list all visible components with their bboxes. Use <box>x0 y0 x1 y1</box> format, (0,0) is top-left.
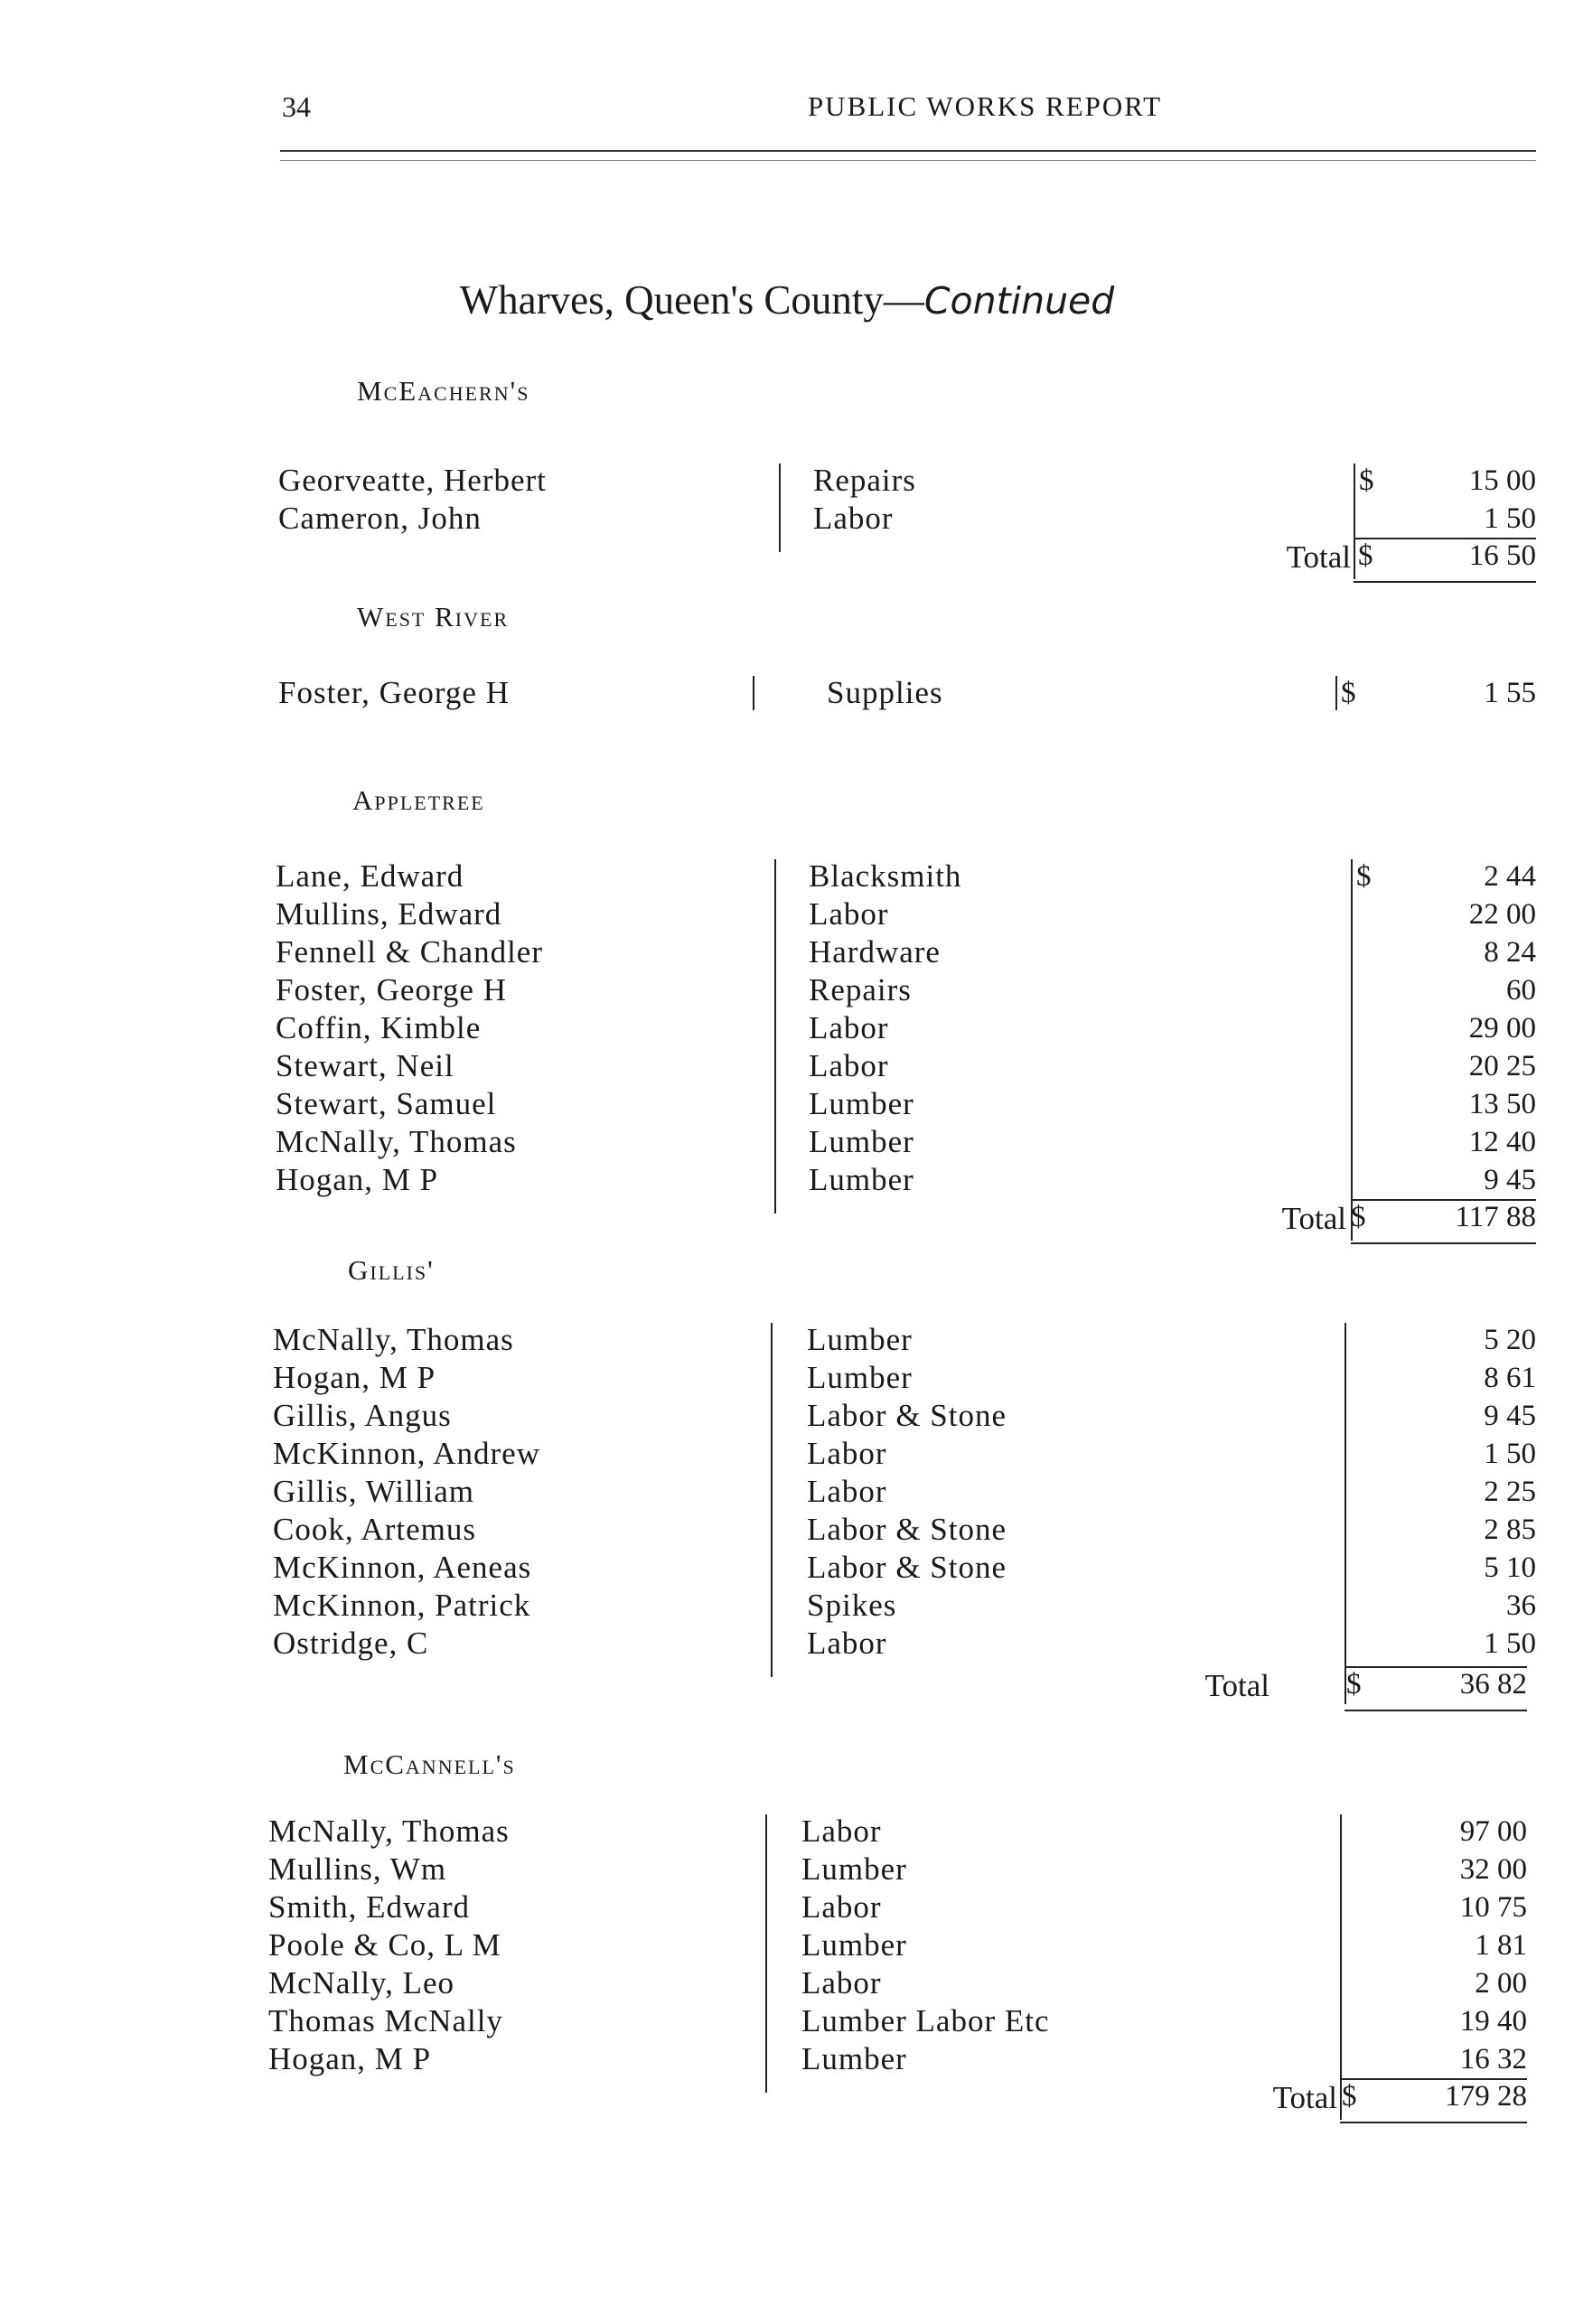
expense-item: Lumber Labor Etc <box>801 2003 1050 2038</box>
payee-name: Foster, George H <box>278 675 510 710</box>
title-main: Wharves, Queen's County— <box>459 277 924 323</box>
table-row <box>0 1813 1574 1851</box>
amount: 13 50 <box>1468 1088 1536 1120</box>
table-row <box>0 462 1574 500</box>
expense-item: Labor <box>801 1889 882 1925</box>
amount: 32 00 <box>1459 1853 1527 1886</box>
payee-name: McNally, Thomas <box>273 1322 514 1357</box>
amount: 15 00 <box>1468 464 1536 497</box>
expense-item: Lumber <box>801 1927 907 1963</box>
payee-name: Stewart, Samuel <box>276 1086 497 1121</box>
expense-item: Labor <box>807 1626 887 1661</box>
table-row <box>0 1161 1574 1199</box>
section-heading: McEachern's <box>357 375 530 407</box>
payee-name: McKinnon, Aeneas <box>273 1550 532 1585</box>
expense-item: Labor <box>807 1474 887 1509</box>
table-row <box>0 1549 1574 1587</box>
total-amount: 36 82 <box>1459 1668 1527 1701</box>
amount: 2 44 <box>1484 860 1536 893</box>
amount: 12 40 <box>1468 1126 1536 1158</box>
payee-name: Stewart, Neil <box>276 1048 454 1083</box>
table-row <box>0 1888 1574 1926</box>
title-continued: Continued <box>923 279 1115 323</box>
payee-name: Foster, George H <box>276 972 507 1007</box>
payee-name: Hogan, M P <box>268 2041 432 2076</box>
amount: 1 50 <box>1484 1438 1536 1470</box>
total-label: Total <box>1286 539 1351 575</box>
section-heading: Appletree <box>352 784 485 816</box>
amount: 19 40 <box>1459 2005 1527 2038</box>
expense-item: Labor & Stone <box>807 1512 1007 1547</box>
dollar-sign: $ <box>1359 464 1374 497</box>
amount: 1 50 <box>1484 502 1536 535</box>
section-heading: Gillis' <box>348 1254 435 1286</box>
section-heading: McCannell's <box>343 1748 516 1780</box>
amount: 29 00 <box>1468 1012 1536 1045</box>
expense-item: Lumber <box>809 1124 914 1159</box>
table-row <box>0 2002 1574 2040</box>
payee-name: Fennell & Chandler <box>276 934 544 970</box>
dollar-sign: $ <box>1356 860 1372 893</box>
amount: 60 <box>1506 974 1536 1007</box>
page-number: 34 <box>282 90 311 123</box>
total-rule <box>1351 1242 1536 1244</box>
table-row <box>0 1321 1574 1359</box>
amount: 2 00 <box>1475 1967 1527 2000</box>
expense-item: Lumber <box>809 1162 914 1197</box>
payee-name: Ostridge, C <box>273 1626 429 1661</box>
table-row <box>0 1473 1574 1511</box>
total-rule <box>1354 581 1536 583</box>
amount: 5 10 <box>1484 1551 1536 1584</box>
amount: 97 00 <box>1459 1815 1527 1848</box>
table-row <box>0 1587 1574 1625</box>
table-row <box>0 933 1574 971</box>
header-rule <box>280 150 1536 152</box>
table-row <box>0 1926 1574 1964</box>
amount: 10 75 <box>1459 1891 1527 1924</box>
expense-item: Labor <box>809 1048 889 1083</box>
total-rule <box>1344 1710 1527 1711</box>
payee-name: Smith, Edward <box>268 1889 470 1925</box>
amount: 1 50 <box>1484 1627 1536 1660</box>
total-rule <box>1340 2122 1527 2123</box>
total-amount: 117 88 <box>1455 1201 1536 1233</box>
payee-name: Mullins, Wm <box>268 1851 447 1887</box>
payee-name: Gillis, William <box>273 1474 474 1509</box>
amount: 8 61 <box>1484 1362 1536 1394</box>
expense-item: Labor & Stone <box>807 1550 1007 1585</box>
expense-item: Hardware <box>809 934 941 970</box>
payee-name: Hogan, M P <box>276 1162 439 1197</box>
amount: 1 81 <box>1475 1929 1527 1962</box>
expense-item: Lumber <box>801 2041 907 2076</box>
total-label: Total <box>1281 1201 1346 1236</box>
running-head: PUBLIC WORKS REPORT <box>807 90 1163 122</box>
amount: 9 45 <box>1484 1164 1536 1196</box>
total-amount: 179 28 <box>1445 2080 1527 2113</box>
payee-name: Gillis, Angus <box>273 1398 452 1433</box>
dollar-sign: $ <box>1341 677 1356 709</box>
section-heading: West River <box>357 601 510 633</box>
expense-item: Supplies <box>827 675 943 710</box>
table-row <box>0 1851 1574 1888</box>
expense-item: Spikes <box>807 1588 897 1623</box>
expense-item: Lumber <box>807 1360 913 1395</box>
total-label: Total <box>1204 1668 1270 1703</box>
table-row <box>0 674 1574 712</box>
amount: 2 25 <box>1484 1476 1536 1508</box>
payee-name: Poole & Co, L M <box>268 1927 501 1963</box>
page-title <box>0 276 1574 323</box>
expense-item: Blacksmith <box>809 858 962 894</box>
payee-name: McNally, Thomas <box>276 1124 517 1159</box>
payee-name: McKinnon, Andrew <box>273 1436 540 1471</box>
payee-name: Cook, Artemus <box>273 1512 476 1547</box>
expense-item: Labor <box>809 1010 889 1045</box>
total-dollar-sign: $ <box>1351 1201 1366 1233</box>
amount: 2 85 <box>1484 1513 1536 1546</box>
payee-name: McKinnon, Patrick <box>273 1588 531 1623</box>
expense-item: Labor <box>813 501 894 536</box>
payee-name: Mullins, Edward <box>276 896 502 932</box>
amount: 1 55 <box>1484 677 1536 709</box>
table-row <box>0 500 1574 538</box>
expense-item: Labor <box>809 896 889 932</box>
table-row <box>0 1625 1574 1663</box>
payee-name: Georveatte, Herbert <box>278 463 547 498</box>
table-row <box>0 1359 1574 1397</box>
table-row <box>0 1511 1574 1549</box>
table-row <box>0 857 1574 895</box>
expense-item: Labor <box>801 1965 882 2001</box>
amount: 5 20 <box>1484 1324 1536 1356</box>
payee-name: Cameron, John <box>278 501 482 536</box>
payee-name: Lane, Edward <box>276 858 464 894</box>
expense-item: Repairs <box>809 972 912 1007</box>
payee-name: Hogan, M P <box>273 1360 436 1395</box>
payee-name: Thomas McNally <box>268 2003 503 2038</box>
amount: 22 00 <box>1468 898 1536 931</box>
total-dollar-sign: $ <box>1346 1668 1362 1701</box>
table-row <box>0 1009 1574 1047</box>
table-row <box>0 895 1574 933</box>
amount: 9 45 <box>1484 1400 1536 1432</box>
table-row <box>0 1435 1574 1473</box>
amount: 20 25 <box>1468 1050 1536 1082</box>
expense-item: Labor <box>801 1813 882 1849</box>
total-dollar-sign: $ <box>1342 2080 1357 2113</box>
table-row <box>0 1085 1574 1123</box>
table-row <box>0 1397 1574 1435</box>
table-row <box>0 971 1574 1009</box>
payee-name: Coffin, Kimble <box>276 1010 482 1045</box>
payee-name: McNally, Thomas <box>268 1813 510 1849</box>
expense-item: Labor <box>807 1436 887 1471</box>
amount: 8 24 <box>1484 936 1536 969</box>
expense-item: Labor & Stone <box>807 1398 1007 1433</box>
expense-item: Lumber <box>807 1322 913 1357</box>
amount: 36 <box>1506 1589 1536 1622</box>
total-dollar-sign: $ <box>1358 539 1373 572</box>
table-row <box>0 1964 1574 2002</box>
table-row <box>0 1123 1574 1161</box>
total-label: Total <box>1272 2080 1337 2115</box>
header-rule-thin <box>280 160 1536 161</box>
amount: 16 32 <box>1459 2043 1527 2076</box>
expense-item: Repairs <box>813 463 916 498</box>
table-row <box>0 2040 1574 2078</box>
total-amount: 16 50 <box>1468 539 1536 572</box>
expense-item: Lumber <box>801 1851 907 1887</box>
table-row <box>0 1047 1574 1085</box>
expense-item: Lumber <box>809 1086 914 1121</box>
payee-name: McNally, Leo <box>268 1965 455 2001</box>
